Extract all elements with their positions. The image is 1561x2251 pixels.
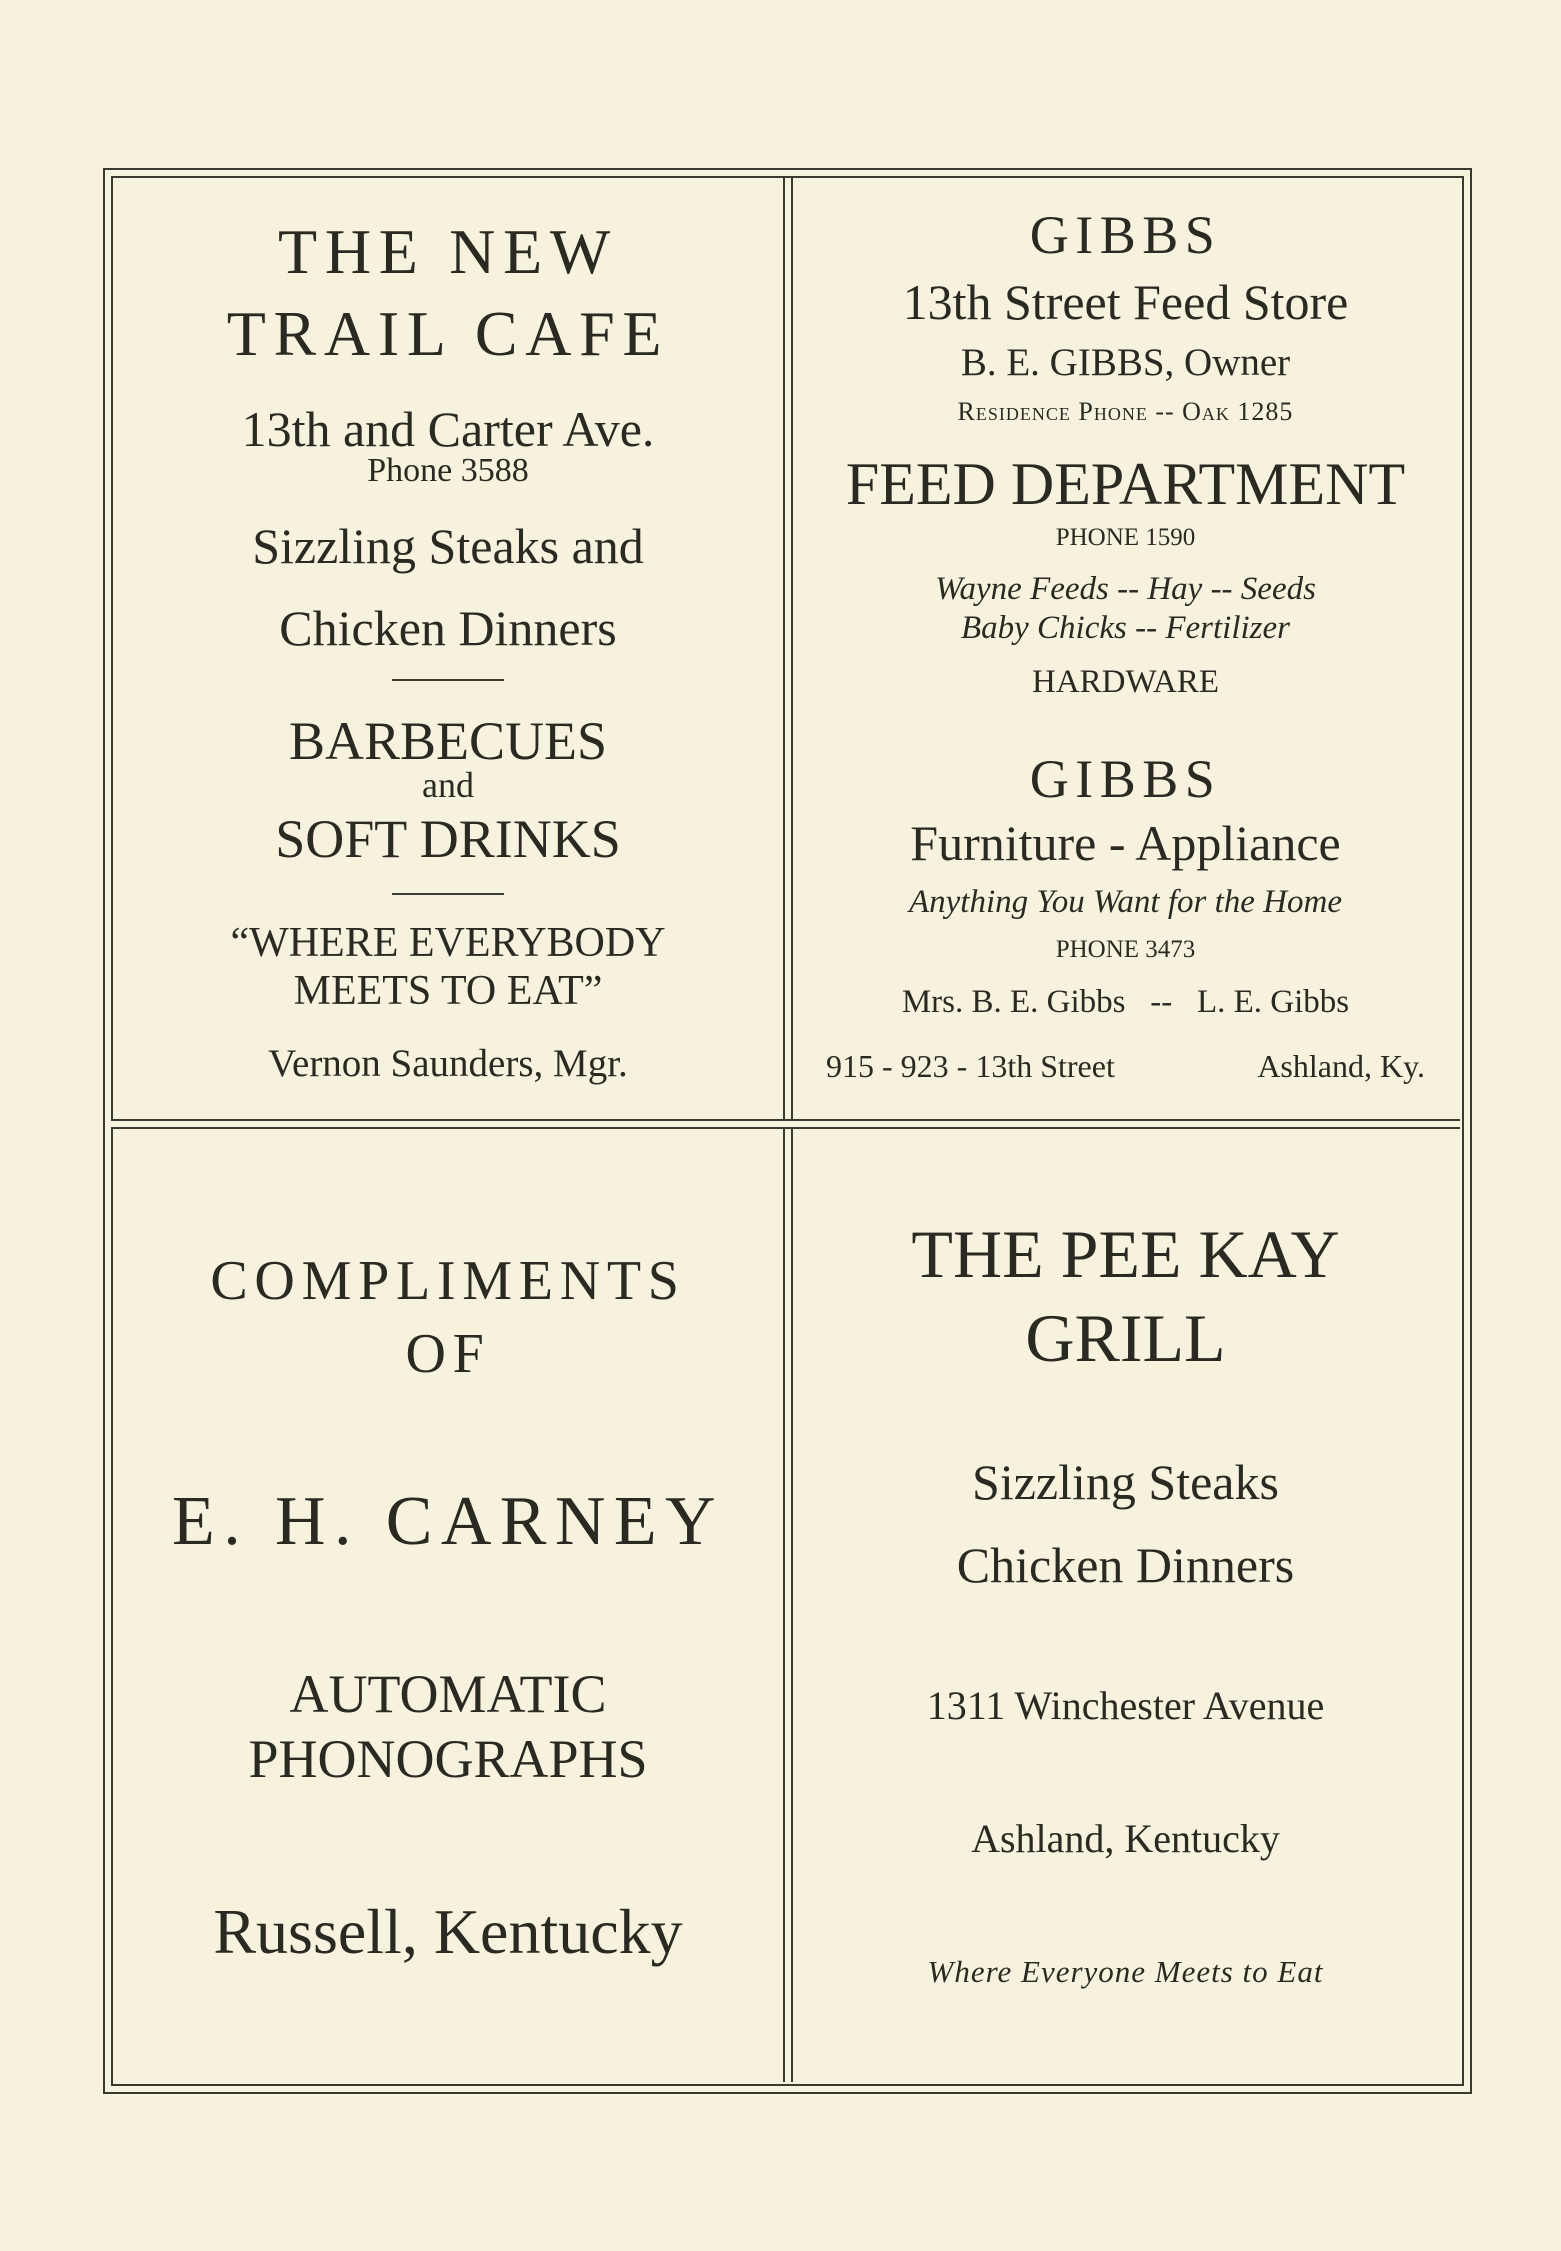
manager: Vernon Saunders, Mgr.	[268, 1042, 628, 1085]
street: 915 - 923 - 13th Street	[826, 1048, 1115, 1084]
owners: Mrs. B. E. Gibbs -- L. E. Gibbs	[901, 984, 1350, 1020]
slogan: Where Everyone Meets to Eat	[927, 1954, 1324, 1989]
product: AUTOMATIC	[289, 1664, 607, 1724]
specialty: Chicken Dinners	[956, 1537, 1295, 1593]
compliments: OF	[405, 1323, 491, 1385]
ad-carney	[113, 0, 783, 2090]
ad-title: TRAIL CAFE	[226, 298, 670, 369]
ad-title: THE NEW	[278, 216, 618, 287]
products: Baby Chicks -- Fertilizer	[960, 610, 1290, 646]
offering: and	[422, 765, 474, 805]
ad-title: THE PEE KAY	[911, 1216, 1340, 1292]
city: Russell, Kentucky	[213, 1896, 683, 1967]
ad-title: GIBBS	[1029, 749, 1222, 809]
product: PHONOGRAPHS	[248, 1729, 648, 1789]
offering: SOFT DRINKS	[275, 809, 621, 869]
furniture-title: Furniture - Appliance	[910, 815, 1341, 871]
owner: B. E. GIBBS, Owner	[960, 341, 1291, 384]
slogan: “WHERE EVERYBODY	[230, 920, 666, 966]
ad-title: GRILL	[1025, 1300, 1226, 1376]
ad-pee-kay-grill	[791, 0, 1460, 2090]
department-phone: PHONE 1590	[1055, 524, 1196, 551]
department-title: FEED DEPARTMENT	[845, 451, 1406, 517]
offering: BARBECUES	[288, 711, 608, 771]
store-name: 13th Street Feed Store	[902, 274, 1349, 330]
city: Ashland, Kentucky	[971, 1816, 1280, 1861]
address: 1311 Winchester Avenue	[926, 1683, 1325, 1728]
slogan: MEETS TO EAT”	[293, 968, 603, 1014]
ad-title: GIBBS	[1029, 205, 1222, 265]
specialty: Sizzling Steaks and	[252, 518, 644, 574]
specialty: Sizzling Steaks	[972, 1454, 1279, 1510]
address: 13th and Carter Ave.	[241, 401, 655, 457]
specialty: Chicken Dinners	[279, 600, 617, 656]
furniture-phone: PHONE 3473	[1055, 936, 1196, 963]
ad-title: E. H. CARNEY	[172, 1483, 724, 1560]
residence-phone: Residence Phone -- Oak 1285	[957, 397, 1294, 426]
furniture-slogan: Anything You Want for the Home	[909, 884, 1342, 920]
products: Wayne Feeds -- Hay -- Seeds	[935, 571, 1316, 607]
hardware: HARDWARE	[1032, 664, 1219, 700]
phone: Phone 3588	[367, 452, 529, 489]
city: Ashland, Ky.	[1257, 1048, 1425, 1084]
compliments: COMPLIMENTS	[210, 1250, 686, 1312]
